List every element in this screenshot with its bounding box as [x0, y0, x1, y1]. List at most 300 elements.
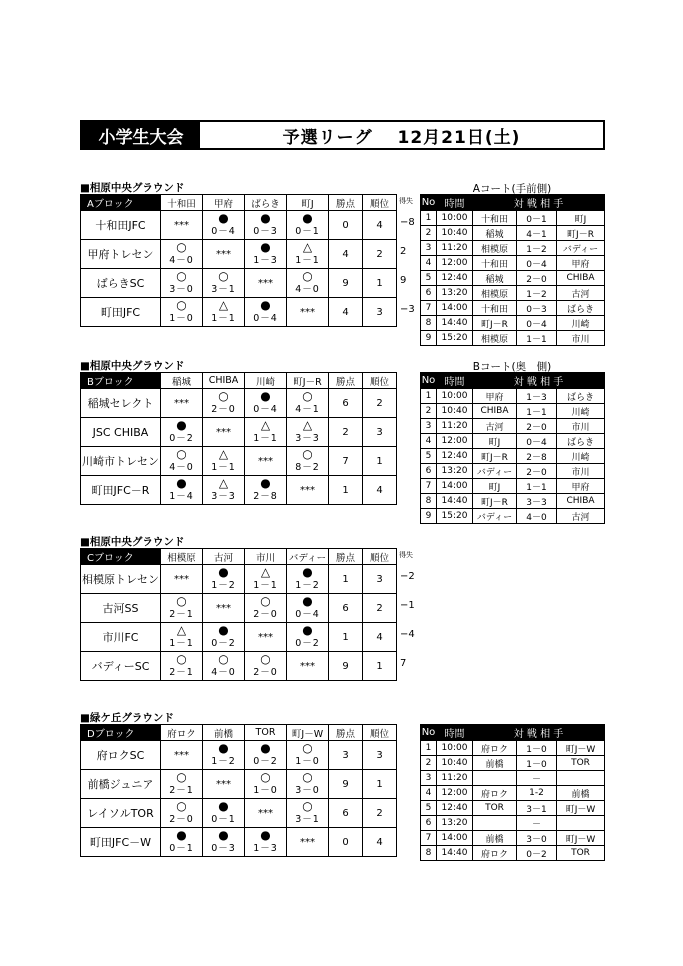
match-result-cell: [203, 211, 245, 240]
match-header: 対 戦 相 手: [473, 373, 605, 389]
home-team: 十和田: [473, 256, 517, 271]
match-result-cell: [161, 741, 203, 770]
match-result-cell: [245, 418, 287, 447]
match-result-cell: [287, 565, 329, 594]
league-header-row: [81, 373, 397, 389]
rank-value: 3: [363, 418, 397, 447]
away-team: [557, 816, 605, 831]
no-header: No: [421, 373, 437, 389]
venue-label: ■相原中央グラウンド: [80, 536, 185, 548]
match-time: 11:20: [437, 771, 473, 786]
away-team: CHIBA: [557, 271, 605, 286]
match-result-cell: [287, 389, 329, 418]
table-row: [421, 226, 605, 241]
rank-value: 1: [363, 269, 397, 298]
rank-header: 順位: [363, 549, 397, 565]
result-symbol: ○: [218, 269, 229, 283]
self-match-mark: ***: [174, 749, 189, 761]
match-no: 6: [421, 286, 437, 301]
points-header: 勝点: [329, 549, 363, 565]
result-symbol: ●: [260, 476, 271, 490]
match-time: 13:20: [437, 286, 473, 301]
score: 1－4: [169, 491, 194, 502]
opponent-col-header: 川崎: [245, 373, 287, 389]
team-name: 十和田JFC: [81, 211, 161, 240]
match-result-cell: [287, 652, 329, 681]
league-header-row: [81, 195, 397, 211]
home-team: [473, 771, 517, 786]
match-no: 7: [421, 479, 437, 494]
court-label: Aコート(手前側): [472, 183, 552, 195]
event-header: [80, 120, 605, 150]
table-row: [421, 846, 605, 861]
home-team: 町J: [473, 479, 517, 494]
match-result-cell: [203, 799, 245, 828]
match-time: 10:40: [437, 756, 473, 771]
score: 1－0: [253, 785, 278, 796]
rank-value: 2: [363, 594, 397, 623]
rank-value: 4: [363, 623, 397, 652]
score: 0－1: [211, 814, 236, 825]
score: 2－1: [169, 609, 194, 620]
team-name: 府ロクSC: [81, 741, 161, 770]
result-symbol: ●: [260, 741, 271, 755]
result-symbol: ○: [302, 447, 313, 461]
table-row: [421, 271, 605, 286]
result-symbol: △: [260, 418, 271, 432]
match-result-cell: [161, 594, 203, 623]
result-symbol: ●: [218, 741, 229, 755]
home-team: 甲府: [473, 389, 517, 404]
match-result-cell: [245, 476, 287, 505]
table-row: [81, 741, 397, 770]
match-no: 5: [421, 449, 437, 464]
points-value: 0: [329, 828, 363, 857]
match-result-cell: [245, 565, 287, 594]
opponent-col-header: 古河: [203, 549, 245, 565]
self-match-mark: ***: [174, 219, 189, 231]
match-no: 8: [421, 846, 437, 861]
self-match-mark: ***: [258, 277, 273, 289]
goal-difference: 9: [400, 275, 407, 286]
court-label: Bコート(奥 側): [472, 361, 552, 373]
match-no: 6: [421, 464, 437, 479]
match-result-cell: [161, 652, 203, 681]
team-name: 町田JFC－R: [81, 476, 161, 505]
table-row: [421, 756, 605, 771]
home-team: 十和田: [473, 301, 517, 316]
away-team: ばらき: [557, 434, 605, 449]
match-result-cell: [287, 623, 329, 652]
result-symbol: ○: [260, 770, 271, 784]
score: 1－0: [169, 313, 194, 324]
match-result-cell: [287, 269, 329, 298]
match-result-cell: [161, 240, 203, 269]
team-name: 川崎市トレセン: [81, 447, 161, 476]
table-row: [421, 211, 605, 226]
match-result-cell: [203, 565, 245, 594]
table-row: [81, 476, 397, 505]
self-match-mark: ***: [300, 836, 315, 848]
table-row: [81, 211, 397, 240]
match-score: 0－4: [517, 316, 557, 331]
match-time: 11:20: [437, 241, 473, 256]
schedule-table: [420, 724, 605, 861]
match-result-cell: [245, 269, 287, 298]
opponent-col-header: 町J: [287, 195, 329, 211]
result-symbol: △: [302, 418, 313, 432]
result-symbol: ●: [260, 240, 271, 254]
home-team: 町J: [473, 434, 517, 449]
rank-value: 4: [363, 828, 397, 857]
score: 1－3: [253, 255, 278, 266]
match-result-cell: [203, 652, 245, 681]
match-result-cell: [245, 623, 287, 652]
score: 2－1: [169, 667, 194, 678]
table-row: [81, 418, 397, 447]
match-time: 10:00: [437, 211, 473, 226]
self-match-mark: ***: [174, 397, 189, 409]
match-score: 2－8: [517, 449, 557, 464]
team-name: ばらきSC: [81, 269, 161, 298]
away-team: TOR: [557, 846, 605, 861]
result-symbol: ●: [260, 298, 271, 312]
score: 4－1: [295, 404, 320, 415]
goal-difference: −8: [400, 217, 415, 228]
event-title: 小学生大会: [82, 122, 200, 148]
time-header: 時間: [437, 373, 473, 389]
match-result-cell: [287, 828, 329, 857]
self-match-mark: ***: [258, 807, 273, 819]
table-row: [421, 389, 605, 404]
match-result-cell: [161, 623, 203, 652]
match-result-cell: [245, 298, 287, 327]
table-row: [81, 389, 397, 418]
table-row: [421, 301, 605, 316]
table-row: [81, 298, 397, 327]
table-row: [421, 771, 605, 786]
match-score: 1-2: [517, 786, 557, 801]
result-symbol: △: [218, 447, 229, 461]
opponent-col-header: ばらき: [245, 195, 287, 211]
away-team: ばらき: [557, 389, 605, 404]
score: 0－4: [211, 226, 236, 237]
match-no: 9: [421, 331, 437, 346]
result-symbol: ○: [176, 447, 187, 461]
opponent-col-header: 市川: [245, 549, 287, 565]
match-time: 12:40: [437, 801, 473, 816]
rank-header: 順位: [363, 725, 397, 741]
rank-value: 1: [363, 652, 397, 681]
match-no: 8: [421, 316, 437, 331]
result-symbol: ○: [302, 741, 313, 755]
match-score: 3－3: [517, 494, 557, 509]
result-symbol: ●: [302, 623, 313, 637]
table-row: [81, 652, 397, 681]
league-table: [80, 548, 397, 681]
table-row: [81, 565, 397, 594]
away-team: バディー: [557, 241, 605, 256]
points-value: 3: [329, 741, 363, 770]
goal-difference: 7: [400, 658, 407, 669]
points-value: 1: [329, 623, 363, 652]
match-no: 8: [421, 494, 437, 509]
match-score: 2－0: [517, 419, 557, 434]
match-no: 4: [421, 786, 437, 801]
score: 4－0: [169, 462, 194, 473]
match-score: 1－0: [517, 756, 557, 771]
score: 0－1: [295, 226, 320, 237]
table-row: [421, 256, 605, 271]
match-result-cell: [287, 418, 329, 447]
rank-value: 2: [363, 389, 397, 418]
table-row: [81, 623, 397, 652]
match-result-cell: [161, 418, 203, 447]
match-result-cell: [203, 298, 245, 327]
team-name: 稲城セレクト: [81, 389, 161, 418]
home-team: 町J－R: [473, 449, 517, 464]
score: 2－1: [169, 785, 194, 796]
team-name: 甲府トレセン: [81, 240, 161, 269]
away-team: 古河: [557, 286, 605, 301]
score: 4－0: [295, 284, 320, 295]
match-result-cell: [287, 741, 329, 770]
self-match-mark: ***: [258, 455, 273, 467]
score: 2－8: [253, 491, 278, 502]
team-name: 前橋ジュニア: [81, 770, 161, 799]
result-symbol: ○: [302, 770, 313, 784]
league-table: [80, 372, 397, 505]
schedule-header-row: [421, 195, 605, 211]
schedule-header-row: [421, 725, 605, 741]
table-row: [421, 331, 605, 346]
table-row: [421, 786, 605, 801]
result-symbol: △: [218, 476, 229, 490]
match-no: 9: [421, 509, 437, 524]
result-symbol: ○: [176, 770, 187, 784]
match-score: 0－2: [517, 846, 557, 861]
score: 1－1: [253, 433, 278, 444]
table-row: [421, 241, 605, 256]
match-score: 1－0: [517, 741, 557, 756]
result-symbol: ●: [302, 211, 313, 225]
match-result-cell: [161, 565, 203, 594]
rank-value: 1: [363, 447, 397, 476]
self-match-mark: ***: [216, 602, 231, 614]
result-symbol: ●: [218, 211, 229, 225]
points-value: 1: [329, 476, 363, 505]
points-value: 6: [329, 799, 363, 828]
match-result-cell: [203, 476, 245, 505]
score: 1－0: [295, 756, 320, 767]
rank-value: 3: [363, 565, 397, 594]
match-no: 3: [421, 241, 437, 256]
away-team: 川崎: [557, 404, 605, 419]
rank-value: 2: [363, 240, 397, 269]
points-value: 1: [329, 565, 363, 594]
match-result-cell: [287, 770, 329, 799]
rank-header: 順位: [363, 195, 397, 211]
league-header-row: [81, 725, 397, 741]
result-symbol: ○: [260, 594, 271, 608]
result-symbol: ●: [260, 211, 271, 225]
score: 2－0: [211, 404, 236, 415]
home-team: バディー: [473, 509, 517, 524]
match-score: 4－0: [517, 509, 557, 524]
match-no: 1: [421, 211, 437, 226]
table-row: [421, 479, 605, 494]
match-score: 2－0: [517, 271, 557, 286]
score: 0－2: [253, 756, 278, 767]
match-no: 2: [421, 226, 437, 241]
self-match-mark: ***: [216, 248, 231, 260]
home-team: 前橋: [473, 831, 517, 846]
match-result-cell: [203, 418, 245, 447]
match-score: 3－0: [517, 831, 557, 846]
home-team: 町J－R: [473, 494, 517, 509]
opponent-col-header: 町J－W: [287, 725, 329, 741]
match-result-cell: [245, 799, 287, 828]
score: 3－0: [295, 785, 320, 796]
no-header: No: [421, 725, 437, 741]
home-team: 府ロク: [473, 786, 517, 801]
home-team: 稲城: [473, 271, 517, 286]
schedule-header-row: [421, 373, 605, 389]
table-row: [421, 494, 605, 509]
match-time: 14:00: [437, 479, 473, 494]
home-team: 稲城: [473, 226, 517, 241]
result-symbol: ○: [176, 799, 187, 813]
time-header: 時間: [437, 725, 473, 741]
away-team: 町J－W: [557, 801, 605, 816]
points-value: 2: [329, 418, 363, 447]
rank-value: 3: [363, 741, 397, 770]
match-result-cell: [203, 269, 245, 298]
table-row: [421, 509, 605, 524]
event-subtitle: 予選リーグ 12月21日(土): [282, 127, 521, 148]
team-name: レイソルTOR: [81, 799, 161, 828]
table-row: [421, 419, 605, 434]
result-symbol: ●: [218, 799, 229, 813]
rank-header: 順位: [363, 373, 397, 389]
match-result-cell: [161, 298, 203, 327]
result-symbol: ○: [218, 389, 229, 403]
home-team: バディー: [473, 464, 517, 479]
rank-value: 1: [363, 770, 397, 799]
venue-label: ■相原中央グラウンド: [80, 182, 185, 194]
goal-diff-label: 得失: [399, 197, 413, 205]
match-result-cell: [161, 828, 203, 857]
match-score: 0－3: [517, 301, 557, 316]
score: 4－0: [169, 255, 194, 266]
match-time: 14:00: [437, 831, 473, 846]
score: 1－1: [295, 255, 320, 266]
match-result-cell: [245, 447, 287, 476]
result-symbol: ○: [302, 799, 313, 813]
match-result-cell: [161, 211, 203, 240]
score: 0－2: [169, 433, 194, 444]
result-symbol: ○: [176, 652, 187, 666]
result-symbol: ●: [260, 828, 271, 842]
match-score: 1－1: [517, 479, 557, 494]
opponent-col-header: 町J－R: [287, 373, 329, 389]
self-match-mark: ***: [300, 660, 315, 672]
goal-difference: −3: [400, 304, 415, 315]
away-team: CHIBA: [557, 494, 605, 509]
match-result-cell: [203, 623, 245, 652]
score: 2－0: [253, 667, 278, 678]
points-value: 4: [329, 240, 363, 269]
match-time: 12:00: [437, 256, 473, 271]
score: 1－1: [211, 313, 236, 324]
table-row: [81, 799, 397, 828]
match-score: 0－4: [517, 256, 557, 271]
match-time: 10:00: [437, 741, 473, 756]
away-team: 町J－W: [557, 741, 605, 756]
result-symbol: ○: [176, 240, 187, 254]
match-time: 12:40: [437, 271, 473, 286]
result-symbol: ○: [176, 594, 187, 608]
match-result-cell: [287, 799, 329, 828]
score: 3－1: [211, 284, 236, 295]
match-result-cell: [287, 240, 329, 269]
opponent-col-header: バディー: [287, 549, 329, 565]
result-symbol: ○: [176, 269, 187, 283]
match-no: 4: [421, 256, 437, 271]
result-symbol: ●: [218, 565, 229, 579]
team-name: バディーSC: [81, 652, 161, 681]
table-row: [81, 594, 397, 623]
match-score: 1－2: [517, 241, 557, 256]
points-value: 9: [329, 652, 363, 681]
match-result-cell: [245, 652, 287, 681]
rank-value: 4: [363, 476, 397, 505]
match-result-cell: [203, 828, 245, 857]
score: 0－3: [253, 226, 278, 237]
goal-difference: −2: [400, 571, 415, 582]
score: 0－4: [253, 404, 278, 415]
table-row: [421, 404, 605, 419]
points-value: 0: [329, 211, 363, 240]
result-symbol: ●: [302, 594, 313, 608]
rank-value: 3: [363, 298, 397, 327]
away-team: 甲府: [557, 256, 605, 271]
match-no: 7: [421, 301, 437, 316]
match-score: －: [517, 816, 557, 831]
score: 1－2: [211, 580, 236, 591]
score: 2－0: [253, 609, 278, 620]
match-result-cell: [161, 269, 203, 298]
match-score: 0－4: [517, 434, 557, 449]
match-no: 2: [421, 404, 437, 419]
score: 8－2: [295, 462, 320, 473]
score: 0－3: [211, 843, 236, 854]
score: 1－1: [253, 580, 278, 591]
table-row: [421, 741, 605, 756]
away-team: 古河: [557, 509, 605, 524]
match-result-cell: [161, 799, 203, 828]
home-team: 古河: [473, 419, 517, 434]
match-time: 15:20: [437, 509, 473, 524]
venue-label: ■相原中央グラウンド: [80, 360, 185, 372]
away-team: 市川: [557, 331, 605, 346]
venue-label: ■緑ケ丘グラウンド: [80, 712, 174, 724]
score: 3－3: [211, 491, 236, 502]
home-team: 前橋: [473, 756, 517, 771]
match-result-cell: [161, 389, 203, 418]
match-time: 11:20: [437, 419, 473, 434]
result-symbol: ●: [176, 476, 187, 490]
